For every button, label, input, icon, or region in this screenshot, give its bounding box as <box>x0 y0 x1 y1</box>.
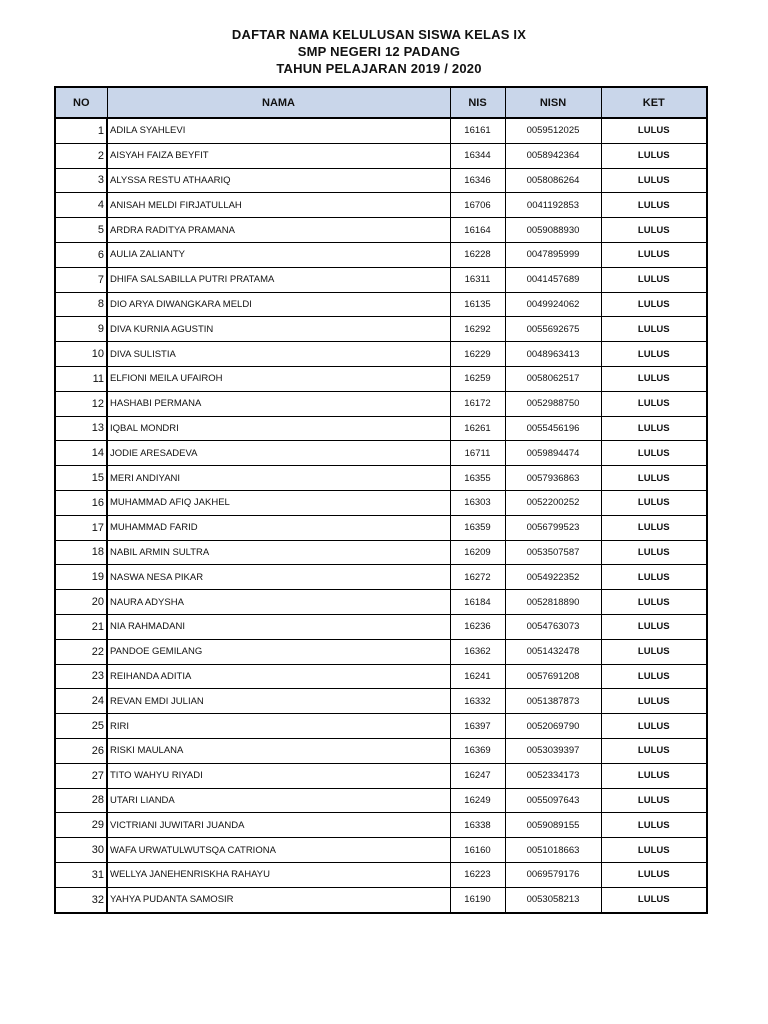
cell-nis: 16397 <box>450 714 505 739</box>
cell-nisn: 0048963413 <box>505 342 601 367</box>
cell-nis: 16184 <box>450 590 505 615</box>
cell-nama: YAHYA PUDANTA SAMOSIR <box>107 887 450 912</box>
cell-nisn: 0049924062 <box>505 292 601 317</box>
cell-nis: 16161 <box>450 118 505 143</box>
cell-nis: 16355 <box>450 466 505 491</box>
table-row <box>55 614 707 639</box>
cell-ket: LULUS <box>601 118 707 143</box>
table-row <box>55 342 707 367</box>
cell-no: 9 <box>55 317 107 342</box>
table-row <box>55 664 707 689</box>
cell-nama: NAURA ADYSHA <box>107 590 450 615</box>
cell-ket: LULUS <box>601 738 707 763</box>
cell-nis: 16711 <box>450 441 505 466</box>
cell-nama: WELLYA JANEHENRISKHA RAHAYU <box>107 862 450 887</box>
cell-nis: 16164 <box>450 218 505 243</box>
cell-no: 18 <box>55 540 107 565</box>
cell-nama: AISYAH FAIZA BEYFIT <box>107 143 450 168</box>
cell-nis: 16338 <box>450 813 505 838</box>
cell-nama: ELFIONI MEILA UFAIROH <box>107 366 450 391</box>
cell-no: 2 <box>55 143 107 168</box>
cell-nama: ANISAH MELDI FIRJATULLAH <box>107 193 450 218</box>
cell-ket: LULUS <box>601 614 707 639</box>
cell-nama: TITO WAHYU RIYADI <box>107 763 450 788</box>
cell-no: 19 <box>55 565 107 590</box>
cell-nisn: 0057936863 <box>505 466 601 491</box>
table-row <box>55 292 707 317</box>
table-row <box>55 267 707 292</box>
cell-nama: DIVA SULISTIA <box>107 342 450 367</box>
table-row <box>55 590 707 615</box>
cell-no: 12 <box>55 391 107 416</box>
cell-no: 21 <box>55 614 107 639</box>
table-row <box>55 887 707 912</box>
cell-nisn: 0059089155 <box>505 813 601 838</box>
cell-nisn: 0052200252 <box>505 490 601 515</box>
table-row <box>55 639 707 664</box>
cell-nisn: 0051387873 <box>505 689 601 714</box>
cell-no: 14 <box>55 441 107 466</box>
cell-ket: LULUS <box>601 416 707 441</box>
cell-no: 1 <box>55 118 107 143</box>
column-header-nis: NIS <box>450 87 505 118</box>
cell-nama: IQBAL MONDRI <box>107 416 450 441</box>
cell-ket: LULUS <box>601 639 707 664</box>
cell-nis: 16228 <box>450 242 505 267</box>
cell-nis: 16229 <box>450 342 505 367</box>
cell-ket: LULUS <box>601 168 707 193</box>
cell-nama: RIRI <box>107 714 450 739</box>
cell-no: 8 <box>55 292 107 317</box>
cell-ket: LULUS <box>601 193 707 218</box>
cell-ket: LULUS <box>601 317 707 342</box>
cell-no: 26 <box>55 738 107 763</box>
cell-nis: 16190 <box>450 887 505 912</box>
cell-nisn: 0055456196 <box>505 416 601 441</box>
cell-nisn: 0041192853 <box>505 193 601 218</box>
cell-nisn: 0069579176 <box>505 862 601 887</box>
cell-nama: JODIE ARESADEVA <box>107 441 450 466</box>
cell-nama: NIA RAHMADANI <box>107 614 450 639</box>
cell-nisn: 0047895999 <box>505 242 601 267</box>
cell-no: 7 <box>55 267 107 292</box>
cell-ket: LULUS <box>601 565 707 590</box>
cell-nis: 16346 <box>450 168 505 193</box>
cell-nama: ADILA SYAHLEVI <box>107 118 450 143</box>
table-row <box>55 738 707 763</box>
cell-no: 17 <box>55 515 107 540</box>
cell-nis: 16292 <box>450 317 505 342</box>
cell-nama: MUHAMMAD FARID <box>107 515 450 540</box>
cell-no: 3 <box>55 168 107 193</box>
cell-ket: LULUS <box>601 540 707 565</box>
cell-ket: LULUS <box>601 590 707 615</box>
cell-ket: LULUS <box>601 763 707 788</box>
table-body <box>55 118 707 913</box>
table-row <box>55 689 707 714</box>
cell-nisn: 0051432478 <box>505 639 601 664</box>
table-row <box>55 366 707 391</box>
cell-no: 11 <box>55 366 107 391</box>
cell-ket: LULUS <box>601 813 707 838</box>
table-row <box>55 218 707 243</box>
cell-nama: REVAN EMDI JULIAN <box>107 689 450 714</box>
cell-nis: 16247 <box>450 763 505 788</box>
table-row <box>55 441 707 466</box>
cell-nis: 16272 <box>450 565 505 590</box>
cell-nama: DHIFA SALSABILLA PUTRI PRATAMA <box>107 267 450 292</box>
cell-nama: PANDOE GEMILANG <box>107 639 450 664</box>
table-row <box>55 391 707 416</box>
cell-ket: LULUS <box>601 862 707 887</box>
cell-nisn: 0058942364 <box>505 143 601 168</box>
table-row <box>55 763 707 788</box>
cell-nama: DIVA KURNIA AGUSTIN <box>107 317 450 342</box>
cell-nisn: 0057691208 <box>505 664 601 689</box>
cell-ket: LULUS <box>601 714 707 739</box>
cell-nisn: 0056799523 <box>505 515 601 540</box>
cell-no: 15 <box>55 466 107 491</box>
cell-ket: LULUS <box>601 143 707 168</box>
cell-nis: 16259 <box>450 366 505 391</box>
cell-nisn: 0059088930 <box>505 218 601 243</box>
cell-nisn: 0054763073 <box>505 614 601 639</box>
cell-nisn: 0058062517 <box>505 366 601 391</box>
cell-nama: REIHANDA ADITIA <box>107 664 450 689</box>
cell-no: 24 <box>55 689 107 714</box>
table-row <box>55 540 707 565</box>
cell-ket: LULUS <box>601 342 707 367</box>
cell-nis: 16261 <box>450 416 505 441</box>
cell-no: 10 <box>55 342 107 367</box>
cell-nisn: 0053039397 <box>505 738 601 763</box>
cell-nama: ARDRA RADITYA PRAMANA <box>107 218 450 243</box>
cell-nisn: 0055692675 <box>505 317 601 342</box>
cell-nis: 16223 <box>450 862 505 887</box>
table-row <box>55 813 707 838</box>
cell-nisn: 0051018663 <box>505 838 601 863</box>
column-header-no: NO <box>55 87 107 118</box>
cell-nis: 16332 <box>450 689 505 714</box>
table-row <box>55 317 707 342</box>
cell-ket: LULUS <box>601 267 707 292</box>
cell-no: 25 <box>55 714 107 739</box>
cell-nama: MUHAMMAD AFIQ JAKHEL <box>107 490 450 515</box>
cell-nama: ALYSSA RESTU ATHAARIQ <box>107 168 450 193</box>
cell-nis: 16369 <box>450 738 505 763</box>
cell-no: 23 <box>55 664 107 689</box>
column-header-ket: KET <box>601 87 707 118</box>
cell-nama: VICTRIANI JUWITARI JUANDA <box>107 813 450 838</box>
graduation-table <box>54 86 708 914</box>
cell-nis: 16362 <box>450 639 505 664</box>
table-row <box>55 788 707 813</box>
cell-nisn: 0052818890 <box>505 590 601 615</box>
cell-no: 4 <box>55 193 107 218</box>
cell-ket: LULUS <box>601 441 707 466</box>
cell-nama: RISKI MAULANA <box>107 738 450 763</box>
table-row <box>55 143 707 168</box>
cell-nis: 16706 <box>450 193 505 218</box>
cell-ket: LULUS <box>601 515 707 540</box>
cell-ket: LULUS <box>601 490 707 515</box>
cell-nisn: 0055097643 <box>505 788 601 813</box>
cell-nis: 16135 <box>450 292 505 317</box>
cell-nama: HASHABI PERMANA <box>107 391 450 416</box>
cell-no: 16 <box>55 490 107 515</box>
cell-ket: LULUS <box>601 788 707 813</box>
table-row <box>55 416 707 441</box>
cell-nis: 16236 <box>450 614 505 639</box>
cell-no: 30 <box>55 838 107 863</box>
cell-no: 6 <box>55 242 107 267</box>
cell-nisn: 0053058213 <box>505 887 601 912</box>
cell-ket: LULUS <box>601 887 707 912</box>
cell-nisn: 0052334173 <box>505 763 601 788</box>
cell-nama: AULIA ZALIANTY <box>107 242 450 267</box>
cell-nis: 16172 <box>450 391 505 416</box>
cell-nis: 16359 <box>450 515 505 540</box>
cell-nis: 16311 <box>450 267 505 292</box>
table-row <box>55 838 707 863</box>
cell-nisn: 0054922352 <box>505 565 601 590</box>
cell-ket: LULUS <box>601 292 707 317</box>
cell-ket: LULUS <box>601 218 707 243</box>
cell-no: 32 <box>55 887 107 912</box>
cell-ket: LULUS <box>601 366 707 391</box>
table-row <box>55 515 707 540</box>
column-header-nama: NAMA <box>107 87 450 118</box>
title-line-1: DAFTAR NAMA KELULUSAN SISWA KELAS IX <box>231 27 527 42</box>
cell-nisn: 0053507587 <box>505 540 601 565</box>
cell-ket: LULUS <box>601 242 707 267</box>
table-row <box>55 565 707 590</box>
cell-nisn: 0052069790 <box>505 714 601 739</box>
title-line-2: SMP NEGERI 12 PADANG <box>297 44 461 59</box>
cell-nis: 16303 <box>450 490 505 515</box>
table-row <box>55 193 707 218</box>
table-header-row <box>55 87 707 118</box>
table-row <box>55 466 707 491</box>
table-row <box>55 714 707 739</box>
table-row <box>55 242 707 267</box>
cell-no: 27 <box>55 763 107 788</box>
cell-nisn: 0059894474 <box>505 441 601 466</box>
cell-nisn: 0041457689 <box>505 267 601 292</box>
title-line-3: TAHUN PELAJARAN 2019 / 2020 <box>276 61 482 76</box>
cell-ket: LULUS <box>601 689 707 714</box>
cell-nis: 16241 <box>450 664 505 689</box>
document-title <box>0 26 758 77</box>
cell-nama: DIO ARYA DIWANGKARA MELDI <box>107 292 450 317</box>
table-row <box>55 862 707 887</box>
cell-ket: LULUS <box>601 664 707 689</box>
table-row <box>55 118 707 143</box>
cell-nisn: 0058086264 <box>505 168 601 193</box>
cell-no: 28 <box>55 788 107 813</box>
cell-no: 31 <box>55 862 107 887</box>
column-header-nisn: NISN <box>505 87 601 118</box>
cell-nis: 16249 <box>450 788 505 813</box>
table-row <box>55 490 707 515</box>
cell-no: 5 <box>55 218 107 243</box>
cell-nama: UTARI LIANDA <box>107 788 450 813</box>
cell-no: 22 <box>55 639 107 664</box>
cell-nama: WAFA URWATULWUTSQA CATRIONA <box>107 838 450 863</box>
cell-no: 29 <box>55 813 107 838</box>
cell-ket: LULUS <box>601 466 707 491</box>
cell-nis: 16160 <box>450 838 505 863</box>
cell-no: 13 <box>55 416 107 441</box>
cell-nisn: 0059512025 <box>505 118 601 143</box>
cell-ket: LULUS <box>601 838 707 863</box>
cell-ket: LULUS <box>601 391 707 416</box>
cell-nis: 16344 <box>450 143 505 168</box>
cell-nama: NABIL ARMIN SULTRA <box>107 540 450 565</box>
cell-no: 20 <box>55 590 107 615</box>
cell-nis: 16209 <box>450 540 505 565</box>
cell-nisn: 0052988750 <box>505 391 601 416</box>
cell-nama: MERI ANDIYANI <box>107 466 450 491</box>
cell-nama: NASWA NESA PIKAR <box>107 565 450 590</box>
table-row <box>55 168 707 193</box>
